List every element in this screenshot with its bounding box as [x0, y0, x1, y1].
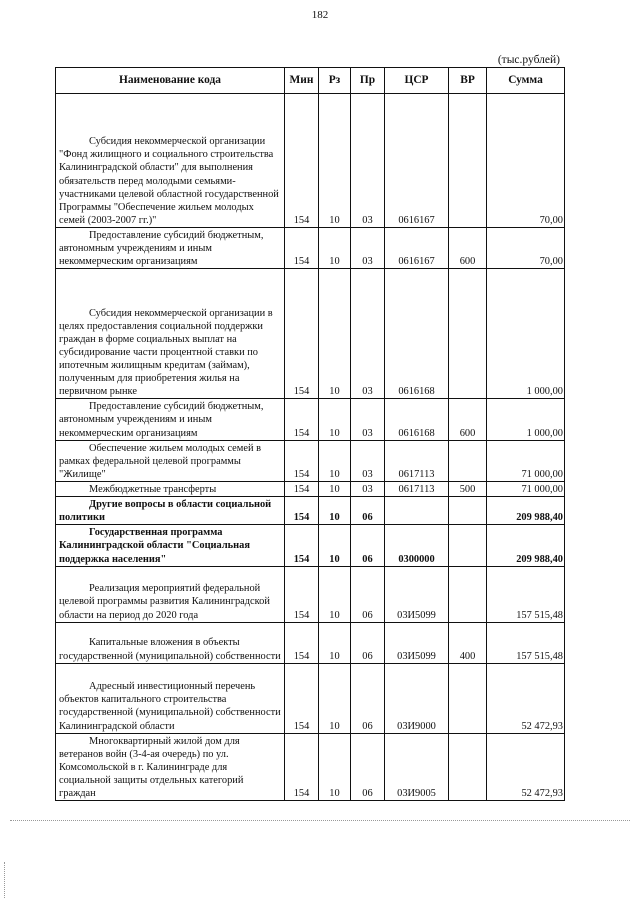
cell-vr [449, 566, 487, 622]
cell-name: Другие вопросы в области социальной политики [56, 497, 285, 525]
cell-vr [449, 94, 487, 228]
cell-name: Государственная программа Калининградской области "Социальная поддержка населения" [56, 525, 285, 566]
cell-pr: 06 [351, 497, 385, 525]
cell-name: Предоставление субсидий бюджетным, автономным учреждениям и иным некоммерческим организациям [56, 228, 285, 269]
cell-min: 154 [285, 566, 319, 622]
table-row [56, 399, 565, 440]
cell-pr: 03 [351, 481, 385, 496]
cell-vr [449, 269, 487, 399]
cell-rz: 10 [319, 94, 351, 228]
table-row [56, 733, 565, 801]
cell-csr: 0617113 [385, 481, 449, 496]
cell-sum: 1 000,00 [487, 269, 565, 399]
table-row [56, 228, 565, 269]
cell-rz: 10 [319, 440, 351, 481]
cell-csr: 0617113 [385, 440, 449, 481]
cell-csr: 0300000 [385, 525, 449, 566]
cell-vr: 600 [449, 399, 487, 440]
table-row [56, 622, 565, 663]
cell-vr [449, 497, 487, 525]
cell-name: Многоквартирный жилой дом для ветеранов войн (3-4-ая очередь) по ул. Комсомольской в г. Калининграде для социальной защиты отдельных категорий граждан [56, 733, 285, 801]
cell-sum: 71 000,00 [487, 481, 565, 496]
column-header-rz: Рз [319, 68, 351, 94]
cell-rz: 10 [319, 566, 351, 622]
cell-pr: 06 [351, 566, 385, 622]
column-header-name: Наименование кода [56, 68, 285, 94]
cell-sum: 52 472,93 [487, 663, 565, 733]
cell-name: Капитальные вложения в объекты государственной (муниципальной) собственности [56, 622, 285, 663]
cell-csr: 03И9005 [385, 733, 449, 801]
cell-sum: 70,00 [487, 94, 565, 228]
column-header-pr: Пр [351, 68, 385, 94]
cell-name: Адресный инвестиционный перечень объектов капитального строительства государственной (муниципальной) собственности Калининградской области [56, 663, 285, 733]
column-header-csr: ЦСР [385, 68, 449, 94]
page-number: 182 [311, 9, 329, 21]
table-header-row [56, 68, 565, 94]
cell-csr [385, 497, 449, 525]
cell-rz: 10 [319, 228, 351, 269]
scan-margin-mark [4, 862, 6, 898]
cell-vr: 400 [449, 622, 487, 663]
table-body [56, 94, 565, 801]
table-row [56, 497, 565, 525]
cell-min: 154 [285, 525, 319, 566]
cell-sum: 71 000,00 [487, 440, 565, 481]
cell-pr: 03 [351, 228, 385, 269]
table-row [56, 440, 565, 481]
cell-rz: 10 [319, 733, 351, 801]
table-row [56, 566, 565, 622]
cell-rz: 10 [319, 497, 351, 525]
cell-csr: 03И9000 [385, 663, 449, 733]
cell-vr: 600 [449, 228, 487, 269]
cell-rz: 10 [319, 663, 351, 733]
cell-vr [449, 733, 487, 801]
cell-vr [449, 440, 487, 481]
cell-pr: 03 [351, 440, 385, 481]
cell-pr: 03 [351, 94, 385, 228]
cell-pr: 03 [351, 399, 385, 440]
table-row [56, 481, 565, 496]
cell-name: Субсидия некоммерческой организации "Фонд жилищного и социального строительства Калининградской области" для выполнения обязательств перед молодыми семьями-участниками целевой областной государственной Программы "Обеспечение жильем молодых семей (2003-2007 гг.)" [56, 94, 285, 228]
cell-pr: 06 [351, 622, 385, 663]
cell-csr: 0616168 [385, 399, 449, 440]
cell-rz: 10 [319, 622, 351, 663]
cell-name: Субсидия некоммерческой организации в целях предоставления социальной поддержки граждан в форме социальных выплат на субсидирование части процентной ставки по ипотечным жилищным кредитам (займам), полученным для приобретения жилья на первичном рынке [56, 269, 285, 399]
cell-min: 154 [285, 497, 319, 525]
column-header-sum: Сумма [487, 68, 565, 94]
cell-vr: 500 [449, 481, 487, 496]
table-row [56, 525, 565, 566]
cell-csr: 03И5099 [385, 622, 449, 663]
cell-min: 154 [285, 733, 319, 801]
cell-csr: 03И5099 [385, 566, 449, 622]
cell-min: 154 [285, 228, 319, 269]
cell-rz: 10 [319, 481, 351, 496]
cell-sum: 157 515,48 [487, 622, 565, 663]
cell-min: 154 [285, 622, 319, 663]
cell-min: 154 [285, 94, 319, 228]
cell-pr: 06 [351, 733, 385, 801]
cell-sum: 70,00 [487, 228, 565, 269]
cell-rz: 10 [319, 269, 351, 399]
cell-csr: 0616168 [385, 269, 449, 399]
table-row [56, 269, 565, 399]
column-header-vr: ВР [449, 68, 487, 94]
cell-sum: 209 988,40 [487, 525, 565, 566]
cell-pr: 06 [351, 525, 385, 566]
cell-sum: 1 000,00 [487, 399, 565, 440]
cell-pr: 03 [351, 269, 385, 399]
column-header-min: Мин [285, 68, 319, 94]
cell-pr: 06 [351, 663, 385, 733]
cell-name: Предоставление субсидий бюджетным, автономным учреждениям и иным некоммерческим организациям [56, 399, 285, 440]
cell-name: Обеспечение жильем молодых семей в рамках федеральной целевой программы "Жилище" [56, 440, 285, 481]
cell-sum: 52 472,93 [487, 733, 565, 801]
cell-csr: 0616167 [385, 94, 449, 228]
cell-vr [449, 663, 487, 733]
cell-rz: 10 [319, 399, 351, 440]
cell-sum: 209 988,40 [487, 497, 565, 525]
cell-min: 154 [285, 663, 319, 733]
cell-sum: 157 515,48 [487, 566, 565, 622]
cell-name: Межбюджетные трансферты [56, 481, 285, 496]
cell-csr: 0616167 [385, 228, 449, 269]
cell-min: 154 [285, 269, 319, 399]
budget-table [55, 67, 565, 801]
cell-min: 154 [285, 399, 319, 440]
cell-rz: 10 [319, 525, 351, 566]
table-row [56, 663, 565, 733]
cell-vr [449, 525, 487, 566]
table-row [56, 94, 565, 228]
units-label: (тыс.рублей) [497, 54, 560, 66]
cell-min: 154 [285, 440, 319, 481]
cell-min: 154 [285, 481, 319, 496]
scan-dotted-line [10, 820, 630, 821]
cell-name: Реализация мероприятий федеральной целевой программы развития Калининградской области на период до 2020 года [56, 566, 285, 622]
